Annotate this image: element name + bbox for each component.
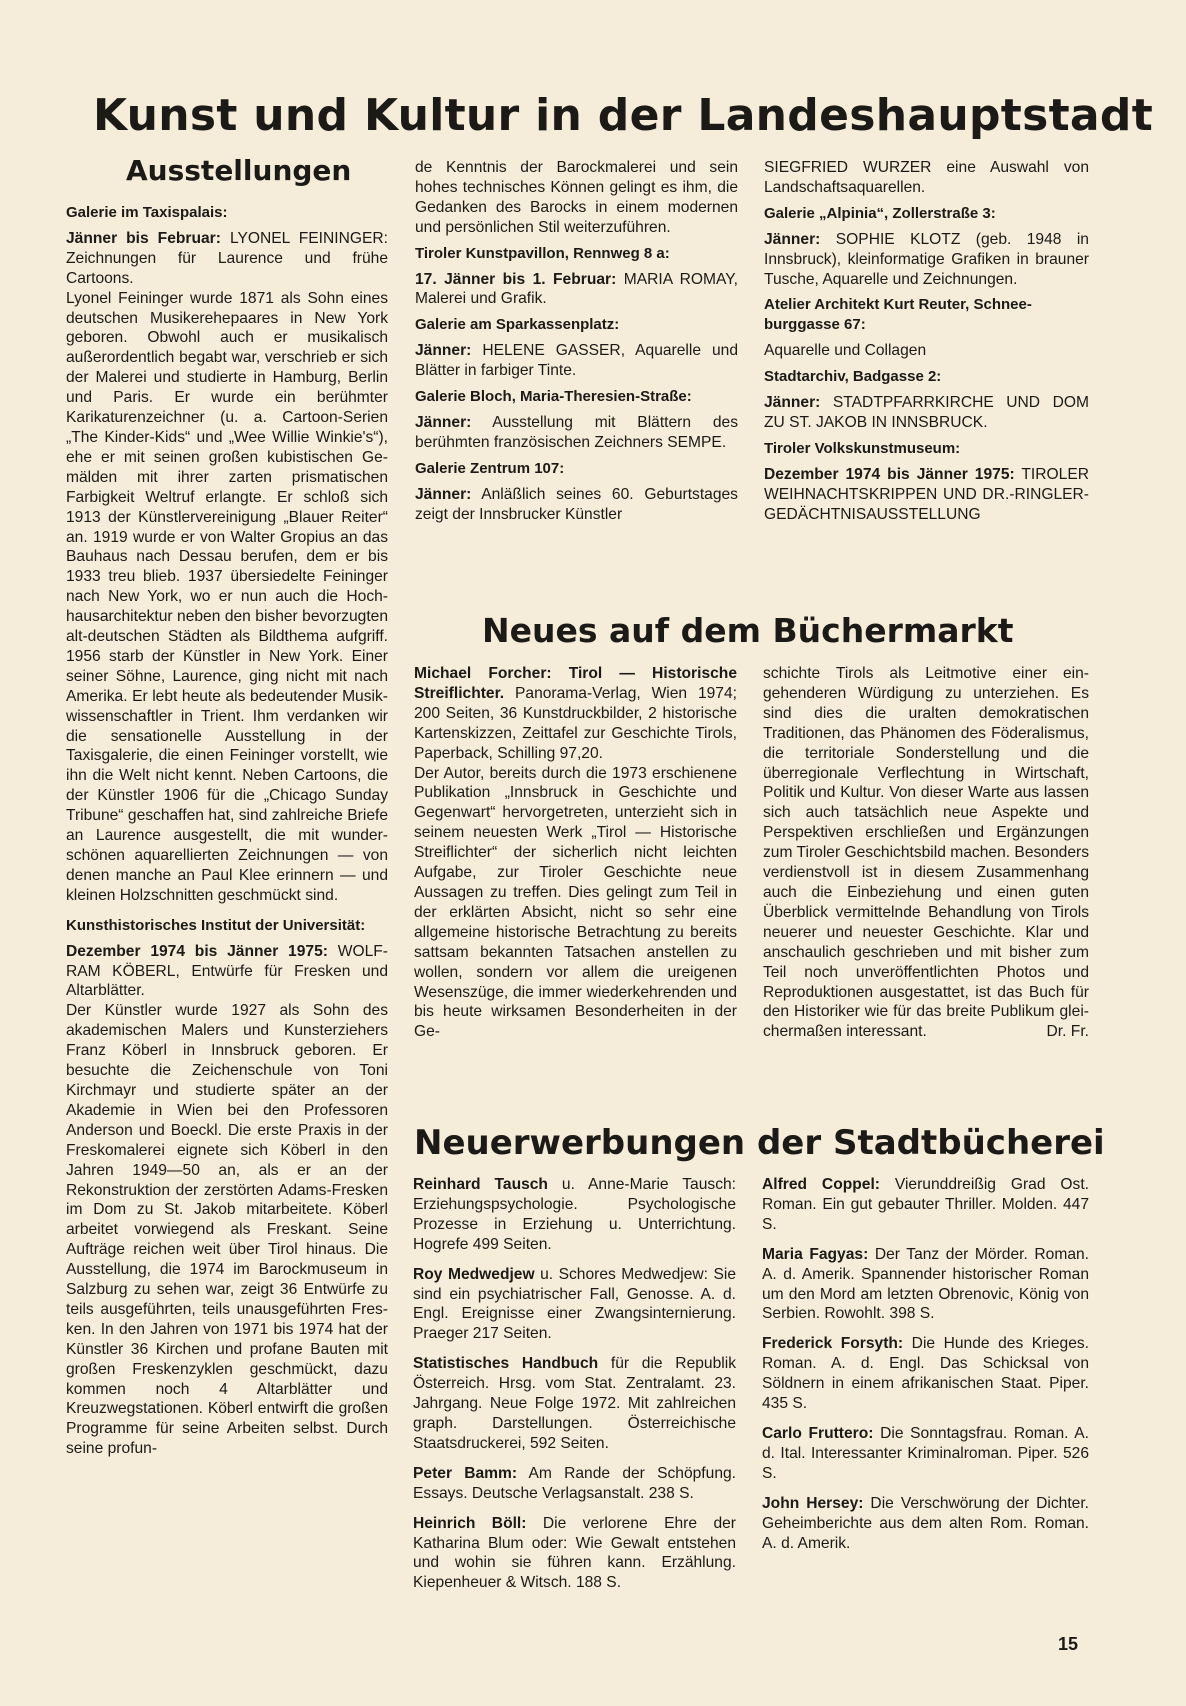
library-entry <box>413 1265 736 1345</box>
exhibition-lead: HELENE GASSER, Aquarelle und Blätter in farbiger Tinte. <box>415 342 739 380</box>
library-entry-author: Alfred Coppel: <box>762 1176 880 1193</box>
exhibition-text: Der Künstler wurde 1927 als Sohn des akademischen Malers und Kunsterziehers Franz Köberl in Innsbruck geboren. Er besuchte die Zeichenschule von Toni Kirchmayr und studierte später an der Akademie in Wien bei den Professoren Anderson und Boeckl. Die erste Praxis in der Freskomalerei eignete sich Köberl in den Jahren 1949—50 an, als er an der Rekonstruktion der zerstörten Adams-Fresken im Dom zu St. Jakob mitarbeitete. Köberl arbeitet vorwiegend als Freskant. Seine Aufträge reichen weit über Tirol hinaus. Die Ausstellung, die 1974 im Barockmuseum in Salzburg zu sehen war, zeigt 36 Entwürfe zu teils ausgeführten, teils unausgeführten Fresken. In den Jahren von 1971 bis 1974 hat der Künstler 36 Kirchen und profane Bauten mit großen Freskenzyklen geschmückt, dazu kommen noch 4 Altarblätter und Kreuzwegstationen. Köberl entwirft die großen Programme für seine Arbeiten selbst. Durch seine profun- <box>66 1002 388 1458</box>
exhibition-text: Aquarelle und Collagen <box>764 342 927 360</box>
stadtbuecherei-title: Neuerwerbungen der Stadtbücherei <box>414 1123 1105 1163</box>
exhibition-text: de Kenntnis der Barockmalerei und sein hohes technisches Können gelingt es ihm, die Gedanken des Barocks in einem modernen und persönlichen Stil weiterzuführen. <box>415 159 738 236</box>
exhibition-entry <box>764 465 1089 525</box>
exhibition-text: Lyonel Feininger wurde 1871 als Sohn eines deutschen Musikerehepaares in New York geboren. Obwohl auch er musikalisch außerordentlich begabt war, verschrieb er sich der Malerei und studierte in Hamburg, Berlin und Paris. Er wurde ein berühmter Karikaturenzeichner (u. a. Cartoon-Serien „The Kinder-Kids“ und „Wee Willie Winkie's“), ehe er mit seinen großen kubistischen Gemälden mit ihrer zarten prismatischen Farbigkeit Weltruf erlangte. Er schloß sich 1913 der Künstlervereinigung „Blauer Reiter“ an. 1919 wurde er von Walter Gropius an das Bauhaus nach Dessau berufen, dem er bis 1933 treu blieb. 1937 übersiedelte Feininger nach New York, wo er nun auch die Hochhausarchitektur neben den bisher bevorzugten alt-deutschen Städten als Bildthema aufgriff. 1956 starb der Künstler in New York. Einer seiner Söhne, Laurence, ging nicht mit nach Amerika. Er lebt heute als bedeutender Musikwissenschaftler in Trient. Ihm verdanken wir die sensationelle Ausstellung in der Taxisgalerie, die einen Feininger vorstellt, wie ihn die Welt nicht kennt. Neben Cartoons, die der Künstler 1906 für die „Chicago Sunday Tribune“ geschaffen hat, sind zahlreiche Briefe an Laurence ausgestellt, die mit wunderschönen aquarellierten Zeichnungen — von denen manche an Paul Klee erinnern — und kleinen Holzschnitten geschmückt sind. <box>66 289 388 904</box>
library-entry-description: für die Republik Österreich. Hrsg. vom Stat. Zentralamt. 23. Jahrgang. Neue Folge 1972. Mit zahlreichen graph. Darstellungen. Österreichische Staatsdruckerei, 592 Seiten. <box>413 1355 736 1452</box>
exhibition-date: Jänner: <box>415 485 472 503</box>
library-entry <box>762 1424 1089 1484</box>
exhibition-date: Dezember 1974 bis Jänner 1975: <box>66 942 328 960</box>
library-entry-author: Carlo Fruttero: <box>762 1424 874 1442</box>
ausstellungen-column-3 <box>764 158 1089 525</box>
book-info: Panorama-Verlag, Wien 1974; 200 Seiten, 36 Kunstdruckbilder, 2 historische Kartenskizzen, Zeittafel zur Geschichte Tirols, Paperback, Schilling 97,20. <box>414 684 737 762</box>
gallery-name: Galerie am Sparkassenplatz: <box>415 316 620 334</box>
exhibition-lead: Anläßlich seines 60. Geburtstages zeigt der Innsbrucker Künstler <box>415 485 738 523</box>
exhibition-entry <box>66 229 388 289</box>
exhibition-entry <box>66 942 388 1002</box>
library-entry-description: Der Tanz der Mörder. Roman. A. d. Amerik. Spannender historischer Roman um den Mord am letzten Obrenovic, König von Serbien. Rowohlt. 398 S. <box>762 1245 1089 1323</box>
stadtbuecherei-column-2 <box>762 1175 1089 1553</box>
library-entry-description: u. Anne-Marie Tausch: Erziehungspsychologie. Psychologische Prozesse in Erziehung u. Unterrichtung. Hogrefe 499 Seiten. <box>413 1176 736 1253</box>
library-entry-author: Roy Medwedjew <box>413 1265 535 1283</box>
library-entry-description: Die Hunde des Krieges. Roman. A. d. Engl. Das Schicksal von Söldnern in einem afrikanischen Staat. Piper. 435 S. <box>762 1335 1090 1413</box>
library-entry-author: Peter Bamm: <box>413 1464 518 1482</box>
exhibition-date: Dezember 1974 bis Jänner 1975: <box>764 465 1015 483</box>
exhibition-lead: MARIA ROMAY, Malerei und Grafik. <box>415 270 738 308</box>
ausstellungen-column-2 <box>415 158 738 525</box>
stadtbuecherei-column-1 <box>413 1175 736 1593</box>
gallery-name: Galerie Zentrum 107: <box>415 459 565 477</box>
exhibition-entry <box>415 270 738 310</box>
library-entry-author: Maria Fagyas: <box>762 1245 869 1263</box>
book-review-text: schichte Tirols als Leitmotive einer eingehenderen Würdigung zu unterziehen. Es sind dies die uralten demokratischen Traditionen, das Phänomen des Föderalismus, die territoriale Sonderstellung und die überregionale Verflechtung in Wirtschaft, Politik und Kultur. Von dieser Warte aus lassen sich auch tatsächlich neue Aspekte und Perspektiven erschließen und Ergänzungen zum Tiroler Geschichtsbild machen. Besonders verdienstvoll ist in diesem Zusammenhang auch die Einbeziehung und einen guten Überblick vermittelnde Behandlung von Tirols neuerer und neuester Geschichte. Klar und anschaulich geschrieben und mit bisher zum Teil noch unveröffentlichten Photos und Reproduktionen ausgestattet, ist das Buch für den Historiker wie für das breite Publikum gleichermaßen interessant. Dr. Fr. <box>763 665 1089 1041</box>
buechermarkt-title: Neues auf dem Büchermarkt <box>482 611 1014 650</box>
exhibition-lead: STADTPFARRKIRCHE UND DOM ZU ST. JAKOB IN INNSBRUCK. <box>764 394 1089 431</box>
exhibition-entry <box>415 485 738 525</box>
exhibition-entry <box>415 341 738 381</box>
library-entry-author: Frederick Forsyth: <box>762 1335 904 1353</box>
library-entry-description: Vierunddreißig Grad Ost. Roman. Ein gut gebauter Thriller. Molden. 447 S. <box>762 1176 1089 1233</box>
exhibition-text: SIEGFRIED WURZER eine Auswahl von Landschaftsaquarellen. <box>764 159 1089 196</box>
buechermarkt-column-1 <box>414 664 737 1042</box>
exhibition-date: Jänner: <box>764 394 821 412</box>
exhibition-date: Jänner: <box>415 413 472 431</box>
library-entry <box>762 1334 1089 1414</box>
library-entry-description: Die Verschwörung der Dichter. Geheimberichte aus dem alten Rom. Roman. A. d. Amerik. <box>762 1494 1089 1552</box>
library-entry-author: Statistisches Handbuch <box>413 1355 599 1373</box>
library-entry-description: Die verlorene Ehre der Katharina Blum oder: Wie Gewalt entstehen und wohin sie führen kann. Erzählung. Kiepenheuer & Witsch. 188 S. <box>413 1514 736 1592</box>
ausstellungen-title: Ausstellungen <box>126 154 352 187</box>
book-review-entry <box>414 664 737 764</box>
exhibition-entry <box>764 230 1089 290</box>
exhibition-lead: WOLFRAM KÖBERL, Entwürfe für Fresken und Altarblätter. <box>66 942 388 1000</box>
exhibition-date: 17. Jänner bis 1. Februar: <box>415 270 617 288</box>
author-signature: Dr. Fr. <box>1046 1023 1089 1041</box>
exhibition-lead: LYONEL FEININGER: Zeichnungen für Laurence und frühe Cartoons. <box>66 229 388 287</box>
page-headline: Kunst und Kultur in der Landeshauptstadt <box>93 90 1154 141</box>
book-review-text: Der Autor, bereits durch die 1973 erschienene Publikation „Innsbruck in Geschichte und Gegenwart“ hervorgetreten, unterzieht sich in seinem neuesten Werk „Tirol — Historische Streiflichter“ der sicherlich nicht leichten Aufgabe, zur Tiroler Geschichte neue Aussagen zu treffen. Dies gelingt zum Teil in der erklärten Absicht, nicht so sehr eine allgemeine historische Betrachtung zu bereits sattsam bekannten Tatsachen anstellen zu wollen, sondern vor allem die ureigenen Wesenszüge, die immer wiederkehrenden und bis heute wirksamen Besonderheiten in der Ge- <box>414 764 737 1041</box>
library-entry <box>762 1175 1089 1235</box>
gallery-name: Atelier Architekt Kurt Reuter, Schneeburggasse 67: <box>764 296 1032 334</box>
library-entry-author: Reinhard Tausch <box>413 1176 548 1193</box>
exhibition-entry <box>764 393 1089 433</box>
library-entry-author: John Hersey: <box>762 1494 864 1512</box>
library-entry-description: Die Sonntagsfrau. Roman. A. d. Ital. Interessanter Kriminalroman. Piper. 526 S. <box>762 1424 1089 1482</box>
exhibition-date: Jänner bis Februar: <box>66 229 221 247</box>
gallery-name: Galerie „Alpinia“, Zollerstraße 3: <box>764 204 996 222</box>
library-entry <box>762 1245 1089 1325</box>
library-entry-description: Am Rande der Schöpfung. Essays. Deutsche Verlagsanstalt. 238 S. <box>413 1464 736 1502</box>
book-title: Michael Forcher: Tirol — Historische Streiflichter. <box>414 665 737 702</box>
exhibition-entry <box>415 413 738 453</box>
library-entry-author: Heinrich Böll: <box>413 1514 527 1532</box>
library-entry <box>413 1175 736 1255</box>
library-entry <box>413 1514 736 1594</box>
exhibition-date: Jänner: <box>415 342 472 360</box>
gallery-name: Galerie im Taxispalais: <box>66 204 228 221</box>
gallery-name: Galerie Bloch, Maria-Theresien-Straße: <box>415 388 692 406</box>
gallery-name: Tiroler Kunstpavillon, Rennweg 8 a: <box>415 244 670 262</box>
gallery-name: Kunsthistorisches Institut der Universität: <box>66 916 366 934</box>
gallery-name: Stadtarchiv, Badgasse 2: <box>764 368 942 386</box>
library-entry <box>413 1464 736 1504</box>
exhibition-lead: SOPHIE KLOTZ (geb. 1948 in Innsbruck), kleinformatige Grafiken in brauner Tusche, Aquarelle und Zeichnungen. <box>764 230 1089 288</box>
exhibition-lead: TIROLER WEIHNACHTSKRIPPEN UND DR.-RINGLER-GEDÄCHTNISAUSSTELLUNG <box>764 465 1089 523</box>
buechermarkt-column-2 <box>763 664 1089 1042</box>
library-entry <box>762 1494 1089 1554</box>
gallery-name: Tiroler Volkskunstmuseum: <box>764 439 961 457</box>
ausstellungen-column-1 <box>66 203 388 1459</box>
exhibition-lead: Ausstellung mit Blättern des berühmten französischen Zeichners SEMPE. <box>415 413 738 451</box>
exhibition-date: Jänner: <box>764 230 821 248</box>
page-number: 15 <box>1058 1634 1079 1654</box>
library-entry-description: u. Schores Medwedjew: Sie sind ein psychiatrischer Fall, Genosse. A. d. Engl. Ereignisse einer Zwangsinternierung. Praeger 217 Seiten. <box>413 1265 736 1343</box>
library-entry <box>413 1354 736 1454</box>
